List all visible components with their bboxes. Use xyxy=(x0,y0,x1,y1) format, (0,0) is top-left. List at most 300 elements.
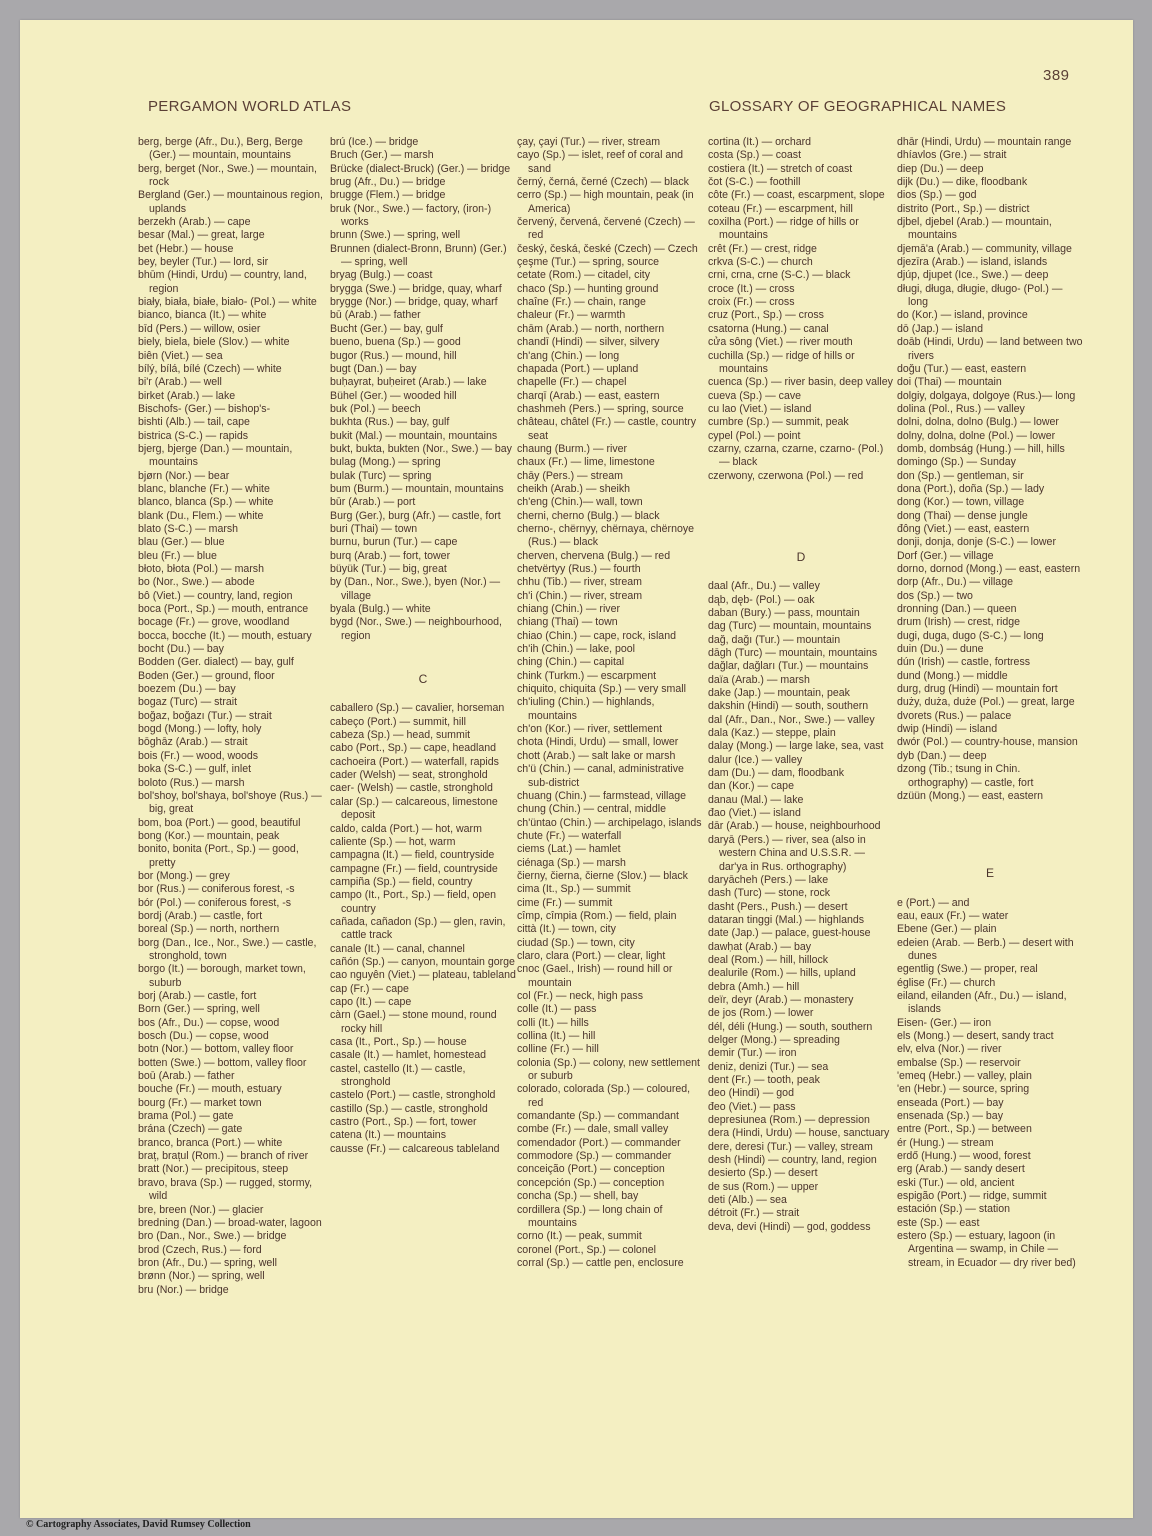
glossary-entry: cao nguyên (Viet.) — plateau, tableland xyxy=(330,969,516,982)
glossary-entry: borgo (It.) — borough, market town, suburb xyxy=(138,963,306,989)
glossary-entry: besar (Mal.) — great, large xyxy=(138,229,265,242)
glossary-section xyxy=(897,136,1083,803)
glossary-entry: croix (Fr.) — cross xyxy=(708,296,795,309)
glossary-entry: bonito, bonita (Port., Sp.) — good, pretty xyxy=(138,843,299,869)
glossary-entry: 'emeq (Hebr.) — valley, plain xyxy=(897,1070,1032,1082)
glossary-entry: dag (Turc) — mountain, mountains xyxy=(708,620,872,633)
glossary-entry: chaleur (Fr.) — warmth xyxy=(517,309,626,322)
glossary-entry: blau (Ger.) — blue xyxy=(138,536,225,549)
glossary-entry: červený, červená, červené (Czech) — red xyxy=(517,216,695,242)
glossary-entry: coteau (Fr.) — escarpment, hill xyxy=(708,202,853,215)
running-head-right: GLOSSARY OF GEOGRAPHICAL NAMES xyxy=(709,98,1007,115)
glossary-entry: cime (Fr.) — summit xyxy=(517,896,613,909)
running-head-left: PERGAMON WORLD ATLAS xyxy=(148,98,352,115)
glossary-entry: cabeço (Port.) — summit, hill xyxy=(330,715,466,728)
glossary-entry: eski (Tur.) — old, ancient xyxy=(897,1176,1015,1189)
glossary-entry: caliente (Sp.) — hot, warm xyxy=(330,835,456,848)
glossary-entry: catena (It.) — mountains xyxy=(330,1129,446,1142)
glossary-entry: dan (Kor.) — cape xyxy=(708,780,794,793)
glossary-entry: estación (Sp.) — station xyxy=(897,1203,1011,1216)
glossary-entry: domingo (Sp.) — Sunday xyxy=(897,456,1016,469)
glossary-entry: cueva (Sp.) — cave xyxy=(708,389,802,402)
glossary-entry: dāgh (Turc) — mountain, mountains xyxy=(708,647,878,659)
glossary-entry: Burg (Ger.), burg (Afr.) — castle, fort xyxy=(330,509,501,522)
glossary-entry: bianco, bianca (It.) — white xyxy=(138,309,267,322)
glossary-entry: dera (Hindi, Urdu) — house, sanctuary xyxy=(708,1127,890,1140)
glossary-entry: campagna (It.) — field, countryside xyxy=(330,849,495,862)
glossary-entry: colle (It.) — pass xyxy=(517,1003,597,1016)
glossary-entry: canale (It.) — canal, channel xyxy=(330,942,465,955)
glossary-entry: bukhta (Rus.) — bay, gulf xyxy=(330,416,450,429)
atlas-page xyxy=(20,20,1133,1518)
glossary-entry: deïr, deyr (Arab.) — monastery xyxy=(708,993,854,1006)
glossary-entry: croce (It.) — cross xyxy=(708,282,795,295)
glossary-entry: blato (S-C.) — marsh xyxy=(138,522,239,535)
glossary-entry: doğu (Tur.) — east, eastern xyxy=(897,362,1027,375)
glossary-entry: corno (It.) — peak, summit xyxy=(517,1230,642,1243)
glossary-entry: blanco, blanca (Sp.) — white xyxy=(138,496,274,509)
glossary-entry: boka (S-C.) — gulf, inlet xyxy=(138,763,252,776)
glossary-entry: chaung (Burm.) — river xyxy=(517,442,628,455)
glossary-entry: chetvërtyy (Rus.) — fourth xyxy=(517,563,641,575)
glossary-entry: botten (Swe.) — bottom, valley floor xyxy=(138,1056,307,1069)
glossary-entry: Bergland (Ger.) — mountainous region, uplands xyxy=(138,189,323,215)
glossary-entry: chāy (Pers.) — stream xyxy=(517,469,623,482)
glossary-entry: brod (Czech, Rus.) — ford xyxy=(138,1243,262,1256)
glossary-entry: cherni, cherno (Bulg.) — black xyxy=(517,509,660,522)
glossary-section xyxy=(897,897,1083,1271)
glossary-entry: bi'r (Arab.) — well xyxy=(138,376,222,389)
glossary-entry: dél, déli (Hung.) — south, southern xyxy=(708,1020,873,1033)
glossary-entry: espigão (Port.) — ridge, summit xyxy=(897,1190,1047,1203)
glossary-entry: bueno, buena (Sp.) — good xyxy=(330,336,461,349)
glossary-entry: bor (Mong.) — grey xyxy=(138,869,230,882)
glossary-entry: campagne (Fr.) — field, countryside xyxy=(330,862,498,875)
glossary-entry: calar (Sp.) — calcareous, limestone deposit xyxy=(330,795,498,822)
glossary-section xyxy=(517,136,703,1270)
glossary-entry: dyb (Dan.) — deep xyxy=(897,749,987,762)
glossary-entry: dąb, dęb- (Pol.) — oak xyxy=(708,593,815,606)
glossary-entry: błoto, błota (Pol.) — marsh xyxy=(138,563,264,575)
glossary-entry: cader (Welsh) — seat, stronghold xyxy=(330,769,488,782)
glossary-entry: berg, berget (Nor., Swe.) — mountain, rock xyxy=(138,162,317,189)
glossary-entry: boğaz, boğazı (Tur.) — strait xyxy=(138,709,272,722)
glossary-entry: deva, devi (Hindi) — god, goddess xyxy=(708,1220,871,1233)
glossary-entry: dash (Turc) — stone, rock xyxy=(708,887,831,900)
glossary-entry: dent (Fr.) — tooth, peak xyxy=(708,1074,820,1086)
glossary-entry: ch'i (Chin.) — river, stream xyxy=(517,589,643,602)
glossary-entry: chiao (Chin.) — cape, rock, island xyxy=(517,629,676,642)
glossary-entry: chott (Arab.) — salt lake or marsh xyxy=(517,749,676,762)
glossary-entry: corral (Sp.) — cattle pen, enclosure xyxy=(517,1256,684,1269)
glossary-entry: capo (It.) — cape xyxy=(330,995,412,1008)
section-heading-d: D xyxy=(796,549,806,564)
glossary-entry: dios (Sp.) — god xyxy=(897,189,977,202)
glossary-entry: dake (Jap.) — mountain, peak xyxy=(708,687,850,700)
glossary-entry: cumbre (Sp.) — summit, peak xyxy=(708,416,849,429)
glossary-entry: dolgiy, dolgaya, dolgoye (Rus.)— long xyxy=(897,389,1076,402)
glossary-entry: castro (Port., Sp.) — fort, tower xyxy=(330,1116,477,1129)
glossary-section xyxy=(708,136,894,483)
glossary-entry: büyük (Tur.) — big, great xyxy=(330,563,447,575)
glossary-entry: caballero (Sp.) — cavalier, horseman xyxy=(330,702,505,715)
glossary-entry: ensenada (Sp.) — bay xyxy=(897,1110,1003,1123)
glossary-column-2 xyxy=(330,136,516,1156)
glossary-entry: crkva (S-C.) — church xyxy=(708,256,813,269)
glossary-entry: djúp, djupet (Ice., Swe.) — deep xyxy=(897,269,1049,282)
glossary-entry: bukt, bukta, bukten (Nor., Swe.) — bay xyxy=(330,442,512,455)
glossary-entry: e (Port.) — and xyxy=(897,896,970,909)
glossary-entry: bredning (Dan.) — broad-water, lagoon xyxy=(138,1216,322,1229)
glossary-entry: cayo (Sp.) — islet, reef of coral and sand xyxy=(517,149,684,175)
glossary-entry: cherven, chervena (Bulg.) — red xyxy=(517,549,671,562)
glossary-entry: český, česká, české (Czech) — Czech xyxy=(517,242,698,255)
glossary-entry: ciénaga (Sp.) — marsh xyxy=(517,856,626,869)
glossary-entry: deniz, denizi (Tur.) — sea xyxy=(708,1060,829,1073)
glossary-entry: charqī (Arab.) — east, eastern xyxy=(517,389,660,402)
glossary-entry: Ebene (Ger.) — plain xyxy=(897,923,997,936)
glossary-entry: desierto (Sp.) — desert xyxy=(708,1167,818,1180)
glossary-entry: bo (Nor., Swe.) — abode xyxy=(138,576,255,589)
glossary-entry: berzekh (Arab.) — cape xyxy=(138,216,251,229)
glossary-entry: chuang (Chin.) — farmstead, village xyxy=(517,789,686,802)
glossary-entry: Born (Ger.) — spring, well xyxy=(138,1003,260,1016)
glossary-entry: chaîne (Fr.) — chain, range xyxy=(517,296,646,309)
glossary-entry: conceição (Port.) — conception xyxy=(517,1163,665,1176)
glossary-entry: bílý, bílá, bílé (Czech) — white xyxy=(138,362,282,375)
glossary-entry: claro, clara (Port.) — clear, light xyxy=(517,949,666,962)
glossary-entry: cañada, cañadon (Sp.) — glen, ravin, cattle track xyxy=(330,915,506,942)
glossary-entry: bogaz (Turc) — strait xyxy=(138,696,238,709)
glossary-entry: concepción (Sp.) — conception xyxy=(517,1176,665,1189)
glossary-entry: chhu (Tib.) — river, stream xyxy=(517,576,642,589)
glossary-entry: borg (Dan., Ice., Nor., Swe.) — castle, stronghold, town xyxy=(138,936,317,962)
glossary-entry: dō (Jap.) — island xyxy=(897,322,983,335)
glossary-entry: duży, duża, duże (Pol.) — great, large xyxy=(897,696,1075,709)
glossary-entry: estero (Sp.) — estuary, lagoon (in Argentina — swamp, in Chile — stream, in Ecuador — dry river bed) xyxy=(897,1230,1076,1269)
glossary-entry: černý, černá, černé (Czech) — black xyxy=(517,176,689,189)
glossary-entry: bourg (Fr.) — market town xyxy=(138,1096,262,1109)
glossary-entry: ching (Chin.) — capital xyxy=(517,656,625,669)
glossary-entry: caldo, calda (Port.) — hot, warm xyxy=(330,822,482,835)
glossary-entry: crêt (Fr.) — crest, ridge xyxy=(708,242,817,255)
glossary-entry: combe (Fr.) — dale, small valley xyxy=(517,1123,669,1136)
glossary-entry: dong (Thai) — dense jungle xyxy=(897,509,1028,522)
glossary-entry: dwór (Pol.) — country-house, mansion xyxy=(897,736,1078,749)
glossary-entry: concha (Sp.) — shell, bay xyxy=(517,1190,639,1203)
glossary-entry: cap (Fr.) — cape xyxy=(330,982,409,995)
glossary-entry: bocht (Du.) — bay xyxy=(138,643,224,656)
glossary-entry: bistrica (S-C.) — rapids xyxy=(138,429,249,442)
glossary-entry: ciudad (Sp.) — town, city xyxy=(517,936,635,949)
glossary-entry: boū (Arab.) — father xyxy=(138,1070,235,1083)
glossary-entry: bron (Afr., Du.) — spring, well xyxy=(138,1256,277,1269)
glossary-entry: deti (Alb.) — sea xyxy=(708,1194,787,1207)
glossary-entry: dhār (Hindi, Urdu) — mountain range xyxy=(897,136,1072,148)
glossary-entry: byala (Bulg.) — white xyxy=(330,603,431,616)
glossary-entry: chapada (Port.) — upland xyxy=(517,362,639,375)
glossary-entry: by (Dan., Nor., Swe.), byen (Nor.) — village xyxy=(330,576,501,602)
glossary-entry: colli (It.) — hills xyxy=(517,1016,589,1029)
glossary-entry: czarny, czarna, czarne, czarno- (Pol.) — black xyxy=(708,442,884,469)
glossary-entry: bukit (Mal.) — mountain, mountains xyxy=(330,429,498,442)
glossary-entry: biên (Viet.) — sea xyxy=(138,349,223,362)
glossary-entry: dolni, dolna, dolno (Bulg.) — lower xyxy=(897,416,1059,429)
glossary-entry: bīd (Pers.) — willow, osier xyxy=(138,322,261,335)
glossary-entry: ciems (Lat.) — hamlet xyxy=(517,843,621,856)
glossary-entry: desh (Hindi) — country, land, region xyxy=(708,1154,877,1167)
glossary-entry: brygga (Swe.) — bridge, quay, wharf xyxy=(330,282,502,295)
glossary-entry: crni, crna, crne (S-C.) — black xyxy=(708,269,851,282)
glossary-entry: bos (Afr., Du.) — copse, wood xyxy=(138,1016,280,1029)
glossary-entry: château, châtel (Fr.) — castle, country seat xyxy=(517,416,696,442)
glossary-entry: campo (It., Port., Sp.) — field, open country xyxy=(330,889,497,915)
glossary-entry: daryācheh (Pers.) — lake xyxy=(708,873,829,886)
glossary-entry: bocage (Fr.) — grove, woodland xyxy=(138,616,290,629)
glossary-entry: danau (Mal.) — lake xyxy=(708,793,804,806)
glossary-entry: bravo, brava (Sp.) — rugged, stormy, wild xyxy=(138,1176,313,1203)
glossary-entry: dam (Du.) — dam, floodbank xyxy=(708,767,845,780)
glossary-entry: deal (Rom.) — hill, hillock xyxy=(708,953,829,966)
glossary-entry: braț, brațul (Rom.) — branch of river xyxy=(138,1150,309,1163)
glossary-entry: dakshin (Hindi) — south, southern xyxy=(708,700,869,713)
glossary-entry: cetate (Rom.) — citadel, city xyxy=(517,269,651,282)
glossary-entry: biely, biela, biele (Slov.) — white xyxy=(138,336,290,349)
glossary-entry: dağlar, dağları (Tur.) — mountains xyxy=(708,660,869,673)
glossary-entry: dugi, duga, dugo (S-C.) — long xyxy=(897,629,1044,642)
glossary-entry: cañón (Sp.) — canyon, mountain gorge xyxy=(330,955,515,968)
glossary-entry: brunn (Swe.) — spring, well xyxy=(330,229,461,242)
glossary-entry: delger (Mong.) — spreading xyxy=(708,1033,840,1046)
glossary-entry: çay, çayi (Tur.) — river, stream xyxy=(517,136,661,148)
glossary-entry: Bodden (Ger. dialect) — bay, gulf xyxy=(138,656,294,669)
glossary-entry: cachoeira (Port.) — waterfall, rapids xyxy=(330,755,499,768)
glossary-entry: dala (Kaz.) — steppe, plain xyxy=(708,727,836,740)
glossary-entry: dalay (Mong.) — large lake, sea, vast xyxy=(708,740,884,753)
glossary-entry: đeo (Viet.) — pass xyxy=(708,1100,796,1113)
glossary-entry: chiquito, chiquita (Sp.) — very small xyxy=(517,683,686,696)
glossary-entry: demir (Tur.) — iron xyxy=(708,1047,797,1060)
glossary-entry: costiera (It.) — stretch of coast xyxy=(708,162,853,175)
glossary-entry: dorno, dornod (Mong.) — east, eastern xyxy=(897,563,1081,575)
glossary-entry: brána (Czech) — gate xyxy=(138,1123,243,1136)
glossary-entry: doi (Thai) — mountain xyxy=(897,376,1002,389)
glossary-entry: cerro (Sp.) — high mountain, peak (in America) xyxy=(517,189,694,215)
glossary-entry: campiña (Sp.) — field, country xyxy=(330,875,473,888)
glossary-entry: cửa sông (Viet.) — river mouth xyxy=(708,336,853,349)
glossary-entry: cu lao (Viet.) — island xyxy=(708,402,812,415)
glossary-entry: chandī (Hindi) — silver, silvery xyxy=(517,336,660,349)
glossary-entry: Bühel (Ger.) — wooded hill xyxy=(330,389,457,402)
glossary-entry: borj (Arab.) — castle, fort xyxy=(138,990,257,1002)
glossary-entry: cîmp, cîmpia (Rom.) — field, plain xyxy=(517,909,677,922)
glossary-entry: çeşme (Tur.) — spring, source xyxy=(517,256,660,269)
glossary-entry: brú (Ice.) — bridge xyxy=(330,136,419,148)
glossary-entry: ch'üntao (Chin.) — archipelago, islands xyxy=(517,816,702,829)
glossary-entry: col (Fr.) — neck, high pass xyxy=(517,990,643,1002)
glossary-entry: buḥayrat, buḥeiret (Arab.) — lake xyxy=(330,376,487,389)
glossary-entry: dağ, dağı (Tur.) — mountain xyxy=(708,633,841,646)
glossary-entry: colline (Fr.) — hill xyxy=(517,1043,599,1056)
glossary-section xyxy=(708,580,894,1234)
glossary-entry: dolina (Pol., Rus.) — valley xyxy=(897,402,1025,415)
glossary-entry: bong (Kor.) — mountain, peak xyxy=(138,829,280,842)
glossary-entry: bryag (Bulg.) — coast xyxy=(330,269,433,282)
glossary-entry: date (Jap.) — palace, guest-house xyxy=(708,927,871,940)
glossary-entry: ér (Hung.) — stream xyxy=(897,1136,994,1149)
glossary-entry: bom, boa (Port.) — good, beautiful xyxy=(138,816,301,829)
glossary-entry: dijk (Du.) — dike, floodbank xyxy=(897,176,1028,189)
glossary-entry: castel, castello (It.) — castle, stronghold xyxy=(330,1062,466,1089)
glossary-entry: dún (Irish) — castle, fortress xyxy=(897,656,1031,669)
glossary-entry: bhūm (Hindi, Urdu) — country, land, region xyxy=(138,269,307,295)
glossary-entry: birket (Arab.) — lake xyxy=(138,389,236,402)
glossary-entry: biały, biała, białe, biało- (Pol.) — white xyxy=(138,296,317,309)
glossary-entry: cima (It., Sp.) — summit xyxy=(517,883,631,896)
glossary-entry: Bischofs- (Ger.) — bishop's- xyxy=(138,402,271,415)
glossary-entry: buri (Thai) — town xyxy=(330,522,418,535)
glossary-entry: église (Fr.) — church xyxy=(897,976,996,989)
glossary-entry: don (Sp.) — gentleman, sir xyxy=(897,469,1024,482)
glossary-entry: comendador (Port.) — commander xyxy=(517,1136,681,1149)
glossary-entry: càrn (Gael.) — stone mound, round rocky hill xyxy=(330,1009,497,1035)
glossary-column-4 xyxy=(708,136,894,1234)
glossary-entry: bouche (Fr.) — mouth, estuary xyxy=(138,1083,282,1096)
glossary-entry: enseada (Port.) — bay xyxy=(897,1096,1004,1109)
glossary-entry: bocca, bocche (It.) — mouth, estuary xyxy=(138,629,312,642)
glossary-entry: cordillera (Sp.) — long chain of mountains xyxy=(517,1203,663,1229)
glossary-entry: boezem (Du.) — bay xyxy=(138,683,236,696)
glossary-entry: bygd (Nor., Swe.) — neighbourhood, region xyxy=(330,616,502,642)
glossary-entry: 'en (Hebr.) — source, spring xyxy=(897,1083,1030,1096)
glossary-entry: Brücke (dialect-Bruck) (Ger.) — bridge xyxy=(330,162,511,175)
glossary-entry: bre, breen (Nor.) — glacier xyxy=(138,1203,264,1216)
glossary-entry: dzüün (Mong.) — east, eastern xyxy=(897,789,1044,802)
glossary-entry: depresiunea (Rom.) — depression xyxy=(708,1114,870,1127)
glossary-entry: côte (Fr.) — coast, escarpment, slope xyxy=(708,189,885,202)
glossary-entry: durg, drug (Hindi) — mountain fort xyxy=(897,683,1058,696)
glossary-entry: distrito (Port., Sp.) — district xyxy=(897,202,1030,215)
glossary-entry: długi, długa, długie, długo- (Pol.) — long xyxy=(897,282,1063,309)
glossary-entry: edeien (Arab. — Berb.) — desert with dunes xyxy=(897,936,1074,962)
glossary-entry: botn (Nor.) — bottom, valley floor xyxy=(138,1043,294,1056)
glossary-entry: colonia (Sp.) — colony, new settlement or suburb xyxy=(517,1056,700,1083)
glossary-entry: cruz (Port., Sp.) — cross xyxy=(708,309,824,322)
glossary-entry: Eisen- (Ger.) — iron xyxy=(897,1016,992,1029)
glossary-entry: de jos (Rom.) — lower xyxy=(708,1007,814,1020)
glossary-section xyxy=(330,702,516,1156)
glossary-entry: dronning (Dan.) — queen xyxy=(897,603,1017,616)
glossary-entry: dund (Mong.) — middle xyxy=(897,669,1008,682)
section-heading-e: E xyxy=(985,866,994,881)
glossary-entry: ch'eng (Chin.)— wall, town xyxy=(517,496,643,509)
glossary-entry: dong (Kor.) — town, village xyxy=(897,496,1025,509)
glossary-entry: bugt (Dan.) — bay xyxy=(330,362,417,375)
glossary-entry: dorp (Afr., Du.) — village xyxy=(897,576,1013,589)
glossary-entry: ch'ih (Chin.) — lake, pool xyxy=(517,643,636,656)
glossary-entry: chām (Arab.) — north, northern xyxy=(517,322,665,335)
glossary-entry: diep (Du.) — deep xyxy=(897,162,984,175)
glossary-entry: domb, dombság (Hung.) — hill, hills xyxy=(897,442,1065,455)
glossary-entry: chink (Turkm.) — escarpment xyxy=(517,669,657,682)
glossary-column-1 xyxy=(138,136,324,1297)
glossary-entry: dal (Afr., Dan., Nor., Swe.) — valley xyxy=(708,713,875,726)
glossary-entry: bōghāz (Arab.) — strait xyxy=(138,736,248,749)
glossary-entry: dalur (Ice.) — valley xyxy=(708,753,803,766)
glossary-entry: bosch (Du.) — copse, wood xyxy=(138,1030,269,1043)
glossary-entry: bruk (Nor., Swe.) — factory, (iron-) works xyxy=(330,202,492,229)
glossary-entry: cherno-, chërnyy, chërnaya, chërnoye (Rus.) — black xyxy=(517,522,695,549)
page-number: 389 xyxy=(1043,67,1070,84)
glossary-entry: erg (Arab.) — sandy desert xyxy=(897,1163,1025,1176)
glossary-entry: ch'iuling (Chin.) — highlands, mountains xyxy=(517,696,655,722)
glossary-entry: boloto (Rus.) — marsh xyxy=(138,776,245,789)
glossary-entry: būr (Arab.) — port xyxy=(330,496,416,509)
glossary-entry: bratt (Nor.) — precipitous, steep xyxy=(138,1163,289,1176)
glossary-entry: città (It.) — town, city xyxy=(517,923,616,936)
glossary-entry: cnoc (Gael., Irish) — round hill or mountain xyxy=(517,963,673,989)
glossary-entry: dona (Port.), doña (Sp.) — lady xyxy=(897,482,1045,495)
glossary-entry: dvorets (Rus.) — palace xyxy=(897,709,1012,722)
glossary-entry: coronel (Port., Sp.) — colonel xyxy=(517,1243,656,1256)
glossary-entry: dār (Arab.) — house, neighbourhood xyxy=(708,820,881,833)
glossary-entry: castillo (Sp.) — castle, stronghold xyxy=(330,1102,488,1115)
glossary-entry: dere, deresi (Tur.) — valley, stream xyxy=(708,1140,873,1153)
glossary-entry: cypel (Pol.) — point xyxy=(708,429,801,442)
glossary-entry: de sus (Rom.) — upper xyxy=(708,1180,819,1193)
glossary-entry: đao (Viet.) — island xyxy=(708,807,801,820)
glossary-entry: csatorna (Hung.) — canal xyxy=(708,322,829,335)
glossary-entry: bleu (Fr.) — blue xyxy=(138,549,217,562)
glossary-entry: cheikh (Arab.) — sheikh xyxy=(517,482,631,495)
glossary-entry: bogd (Mong.) — lofty, holy xyxy=(138,723,262,736)
glossary-entry: bór (Pol.) — coniferous forest, -s xyxy=(138,896,292,909)
copyright-credit: © Cartography Associates, David Rumsey Collection xyxy=(26,1519,251,1530)
glossary-entry: bulag (Mong.) — spring xyxy=(330,456,441,469)
glossary-entry: dolny, dolna, dolne (Pol.) — lower xyxy=(897,429,1056,442)
glossary-entry: branco, branca (Port.) — white xyxy=(138,1136,283,1149)
glossary-entry: cabeza (Sp.) — head, summit xyxy=(330,729,471,742)
glossary-entry: čierny, čierna, čierne (Slov.) — black xyxy=(517,869,688,882)
glossary-entry: Dorf (Ger.) — village xyxy=(897,549,994,562)
glossary-entry: chashmeh (Pers.) — spring, source xyxy=(517,402,684,415)
glossary-entry: casale (It.) — hamlet, homestead xyxy=(330,1049,487,1062)
glossary-entry: ch'ang (Chin.) — long xyxy=(517,349,620,362)
glossary-entry: daban (Bury.) — pass, mountain xyxy=(708,606,860,619)
glossary-entry: djbel, djebel (Arab.) — mountain, mountains xyxy=(897,216,1052,242)
glossary-entry: bro (Dan., Nor., Swe.) — bridge xyxy=(138,1230,287,1243)
glossary-entry: bishti (Alb.) — tail, cape xyxy=(138,416,250,429)
glossary-entry: đông (Viet.) — east, eastern xyxy=(897,522,1030,535)
glossary-entry: brønn (Nor.) — spring, well xyxy=(138,1270,265,1283)
glossary-entry: donji, donja, donje (S-C.) — lower xyxy=(897,536,1056,549)
glossary-entry: brug (Afr., Du.) — bridge xyxy=(330,176,446,189)
glossary-entry: bum (Burm.) — mountain, mountains xyxy=(330,482,504,495)
glossary-entry: dataran tinggi (Mal.) — highlands xyxy=(708,913,865,926)
glossary-entry: collina (It.) — hill xyxy=(517,1030,596,1043)
glossary-entry: dwip (Hindi) — island xyxy=(897,723,998,736)
glossary-entry: bet (Hebr.) — house xyxy=(138,242,234,255)
glossary-entry: erdő (Hung.) — wood, forest xyxy=(897,1150,1031,1163)
glossary-entry: causse (Fr.) — calcareous tableland xyxy=(330,1142,500,1155)
glossary-entry: czerwony, czerwona (Pol.) — red xyxy=(708,469,864,482)
glossary-column-5 xyxy=(897,136,1083,1270)
glossary-entry: bô (Viet.) — country, land, region xyxy=(138,589,293,602)
glossary-entry: Bucht (Ger.) — bay, gulf xyxy=(330,322,443,335)
glossary-entry: cortina (It.) — orchard xyxy=(708,136,812,148)
glossary-entry: cabo (Port., Sp.) — cape, headland xyxy=(330,742,497,755)
glossary-entry: daal (Afr., Du.) — valley xyxy=(708,580,820,593)
